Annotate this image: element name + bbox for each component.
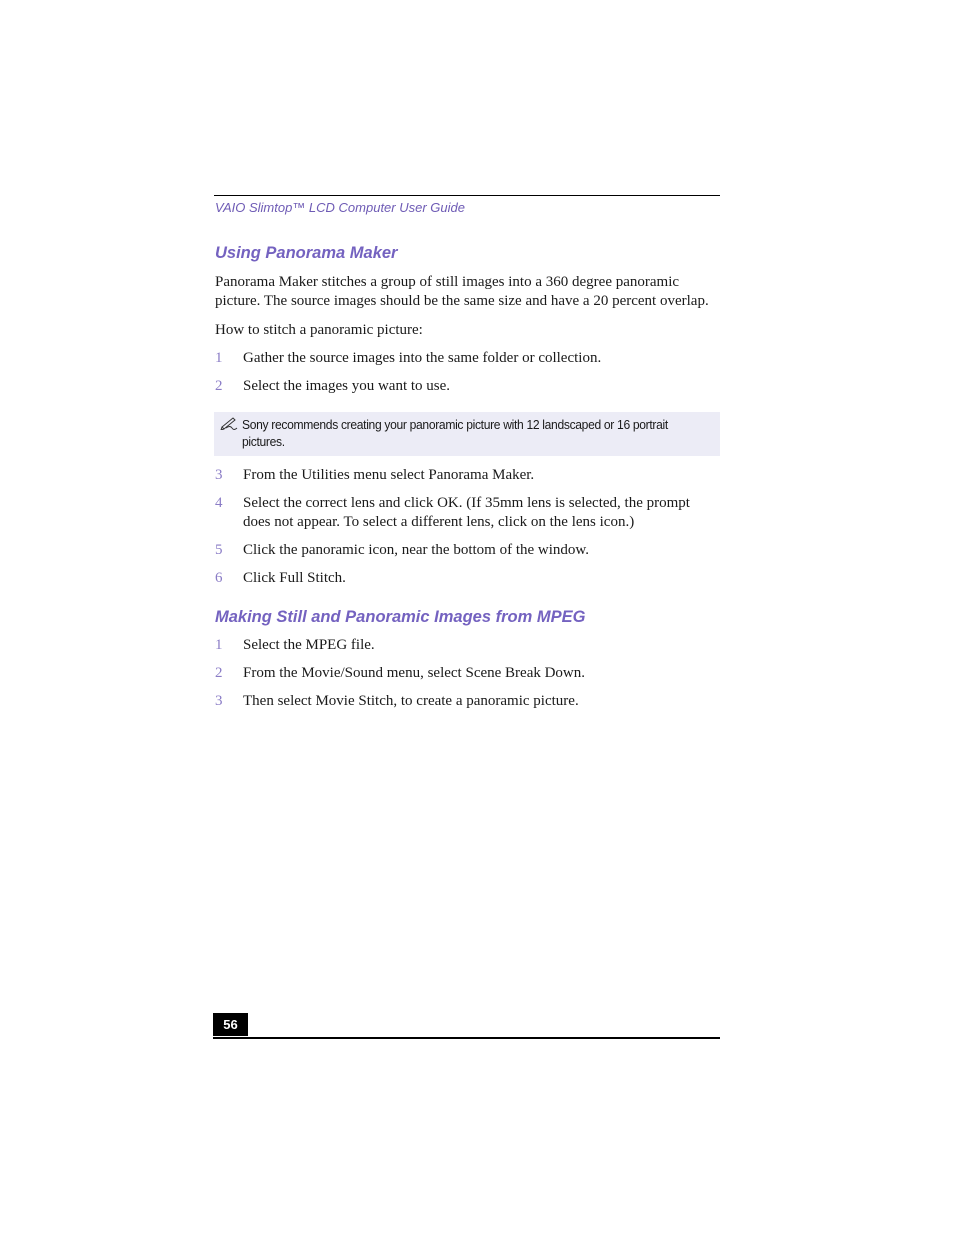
note-pencil-icon-graphic <box>220 416 238 430</box>
list-item <box>214 494 720 532</box>
step-number: 2 <box>215 665 223 681</box>
list-item <box>214 377 720 396</box>
step-number: 2 <box>215 378 223 394</box>
step-text: Gather the source images into the same folder or collection. <box>243 350 602 366</box>
step-text: From the Utilities menu select Panorama Maker. <box>243 467 535 483</box>
step-text: From the Movie/Sound menu, select Scene Break Down. <box>243 665 586 681</box>
step-text: Select the images you want to use. <box>243 378 451 394</box>
step-text: Click Full Stitch. <box>243 570 346 586</box>
document-page <box>214 195 720 711</box>
steps-list-part2 <box>214 466 720 588</box>
section-title-mpeg: Making Still and Panoramic Images from MPEG <box>215 608 586 626</box>
steps-list-mpeg <box>214 636 720 711</box>
header-rule <box>214 195 720 196</box>
note-pencil-icon <box>220 416 242 450</box>
step-text: Select the correct lens and click OK. (If 35mm lens is selected, the prompt does not appear. To select a different lens, click on the lens icon.) <box>243 495 690 530</box>
running-header: VAIO Slimtop™ LCD Computer User Guide <box>215 200 465 215</box>
steps-list-part1 <box>214 349 720 396</box>
step-text: Select the MPEG file. <box>243 637 375 653</box>
page-footer <box>213 1013 720 1039</box>
list-item <box>214 636 720 655</box>
list-item <box>214 541 720 560</box>
step-text: Click the panoramic icon, near the bottom of the window. <box>243 542 590 558</box>
step-number: 3 <box>215 693 223 709</box>
page-number: 56 <box>213 1013 248 1036</box>
list-item <box>214 466 720 485</box>
step-number: 5 <box>215 542 223 558</box>
step-text: Then select Movie Stitch, to create a panoramic picture. <box>243 693 579 709</box>
note-box <box>214 412 720 456</box>
section-title-panorama-maker: Using Panorama Maker <box>215 244 398 262</box>
step-number: 6 <box>215 570 223 586</box>
step-number: 1 <box>215 637 223 653</box>
intro-paragraph: Panorama Maker stitches a group of still images into a 360 degree panoramic picture. The source images should be the same size and have a 20 percent overlap. <box>215 274 709 309</box>
list-item <box>214 569 720 588</box>
step-number: 3 <box>215 467 223 483</box>
list-item <box>214 692 720 711</box>
step-number: 4 <box>215 495 223 511</box>
step-number: 1 <box>215 350 223 366</box>
howto-paragraph: How to stitch a panoramic picture: <box>215 322 423 338</box>
list-item <box>214 349 720 368</box>
list-item <box>214 664 720 683</box>
note-text: Sony recommends creating your panoramic picture with 12 landscaped or 16 portrait pictures. <box>242 417 668 449</box>
